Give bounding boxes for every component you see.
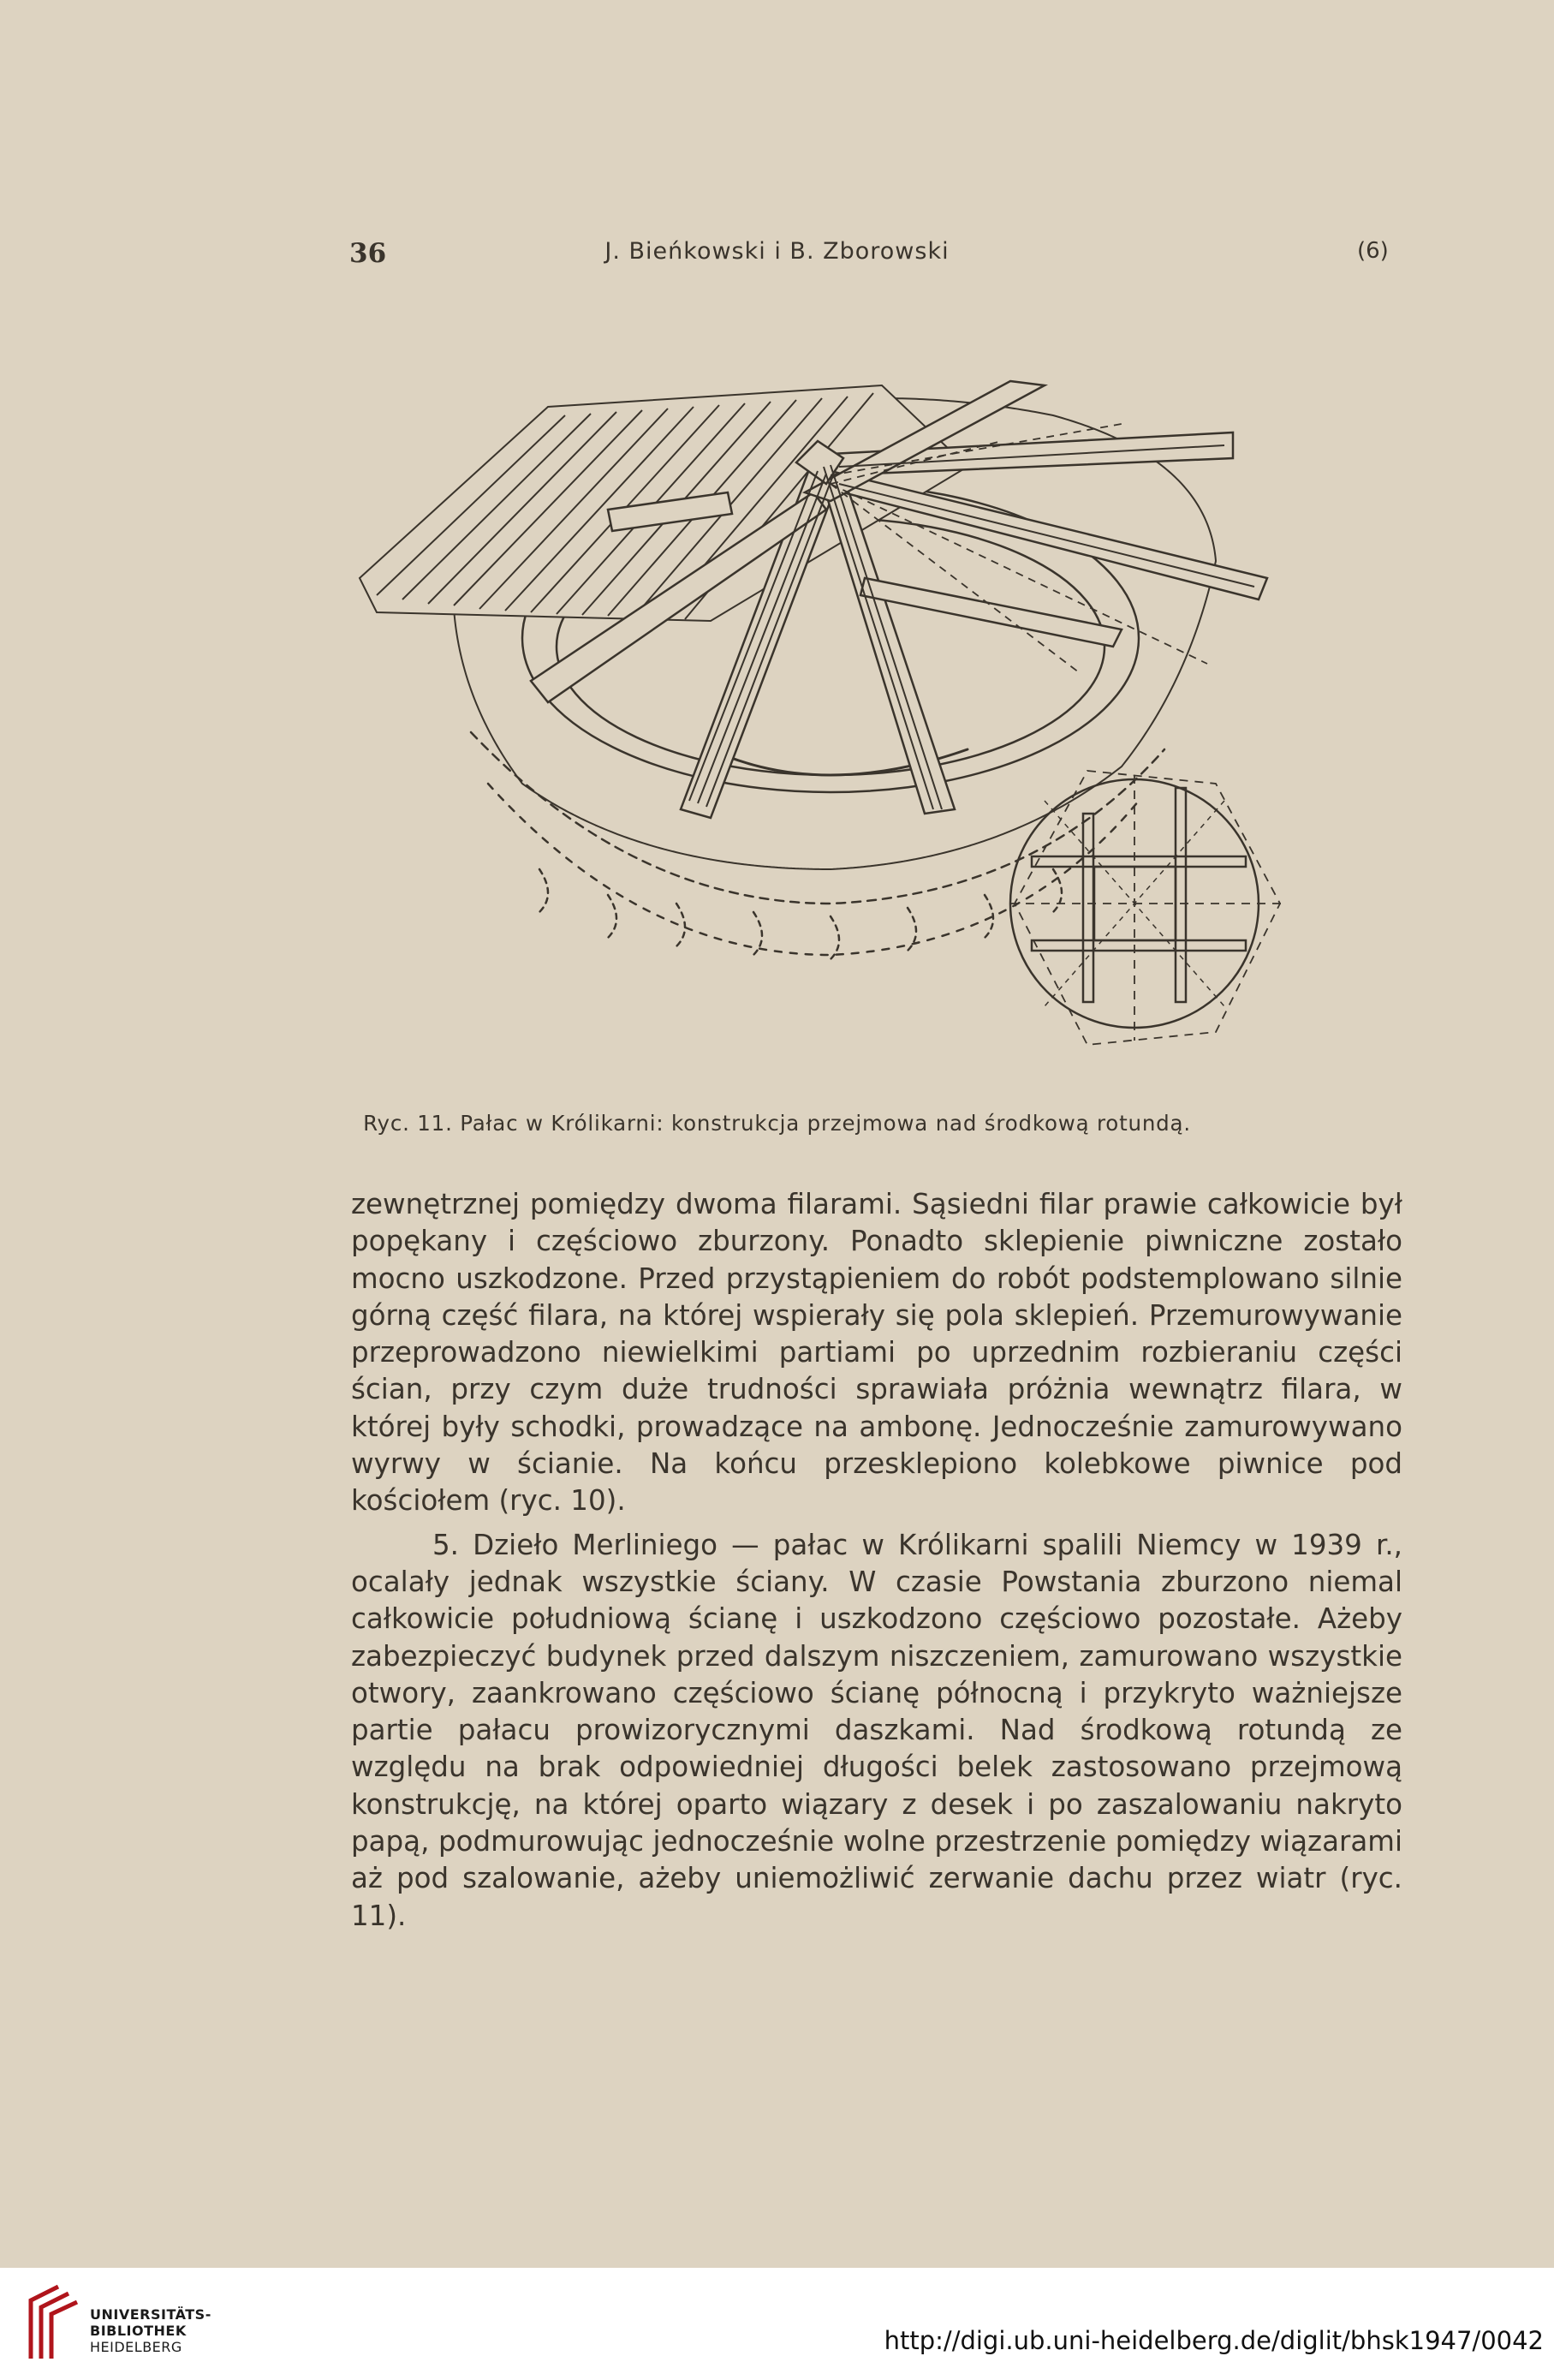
paragraph-section-5: 5. Dzieło Merliniego — pałac w Królikarni spalili Niemcy w 1939 r., ocalały jednak wszystkie ściany. W czasie Powstania zburzono niemal całkowicie południową ścianę i uszkodzono częściowo pozostałe. Ażeby zabezpieczyć budynek przed dalszym niszczeniem, zamurowano wszystkie otwory, zaankrowano częściowo ścianę północną i przykryto ważniejsze partie pałacu prowizorycznymi daszkami. Nad środkową rotundą ze względu na brak odpowiedniej długości belek zastosowano przejmową konstrukcję, na której oparto wiązary z desek i po zaszalowaniu nakryto papą, podmurowując jednocześnie wolne przestrzenie pomiędzy wiązarami aż pod szalowanie, ażeby uniemożliwić zerwanie dachu przez wiatr (ryc. 11). bbox=[351, 1528, 1402, 1932]
library-name-line-3: HEIDELBERG bbox=[90, 2339, 182, 2355]
figure-caption: Ryc. 11. Pałac w Królikarni: konstrukcja przejmowa nad środkową rotundą. bbox=[363, 1111, 1191, 1136]
library-logo-icon bbox=[24, 2282, 80, 2365]
library-name-line-2: BIBLIOTHEK bbox=[90, 2323, 187, 2339]
running-head-authors: J. Bieńkowski i B. Zborowski bbox=[604, 238, 950, 265]
section-number: (6) bbox=[1357, 238, 1389, 264]
source-url-link[interactable]: http://digi.ub.uni-heidelberg.de/diglit/bhsk1947/0042 bbox=[884, 2326, 1544, 2355]
page-number: 36 bbox=[349, 238, 387, 269]
library-name-line-1: UNIVERSITÄTS- bbox=[90, 2306, 211, 2323]
paragraph-continuation: zewnętrznej pomiędzy dwoma filarami. Sąsiedni filar prawie całkowicie był popękany i częściowo zburzony. Ponadto sklepienie piwniczne zostało mocno uszkodzone. Przed przystąpieniem do robót podstemplowano silnie górną część filara, na której wspierały się pola sklepień. Przemurowywanie przeprowadzono niewielkimi partiami po uprzednim rozbieraniu części ścian, przy czym duże trudności sprawiała próżnia wewnątrz filara, w której były schodki, prowadzące na ambonę. Jednocześnie zamurowywano wyrwy w ścianie. Na końcu przesklepiono kolebkowe piwnice pod kościołem (ryc. 10). bbox=[351, 1188, 1402, 1518]
roof-structure-illustration bbox=[351, 304, 1378, 1092]
digitization-footer bbox=[0, 2268, 1554, 2380]
body-text bbox=[351, 1186, 1402, 1935]
